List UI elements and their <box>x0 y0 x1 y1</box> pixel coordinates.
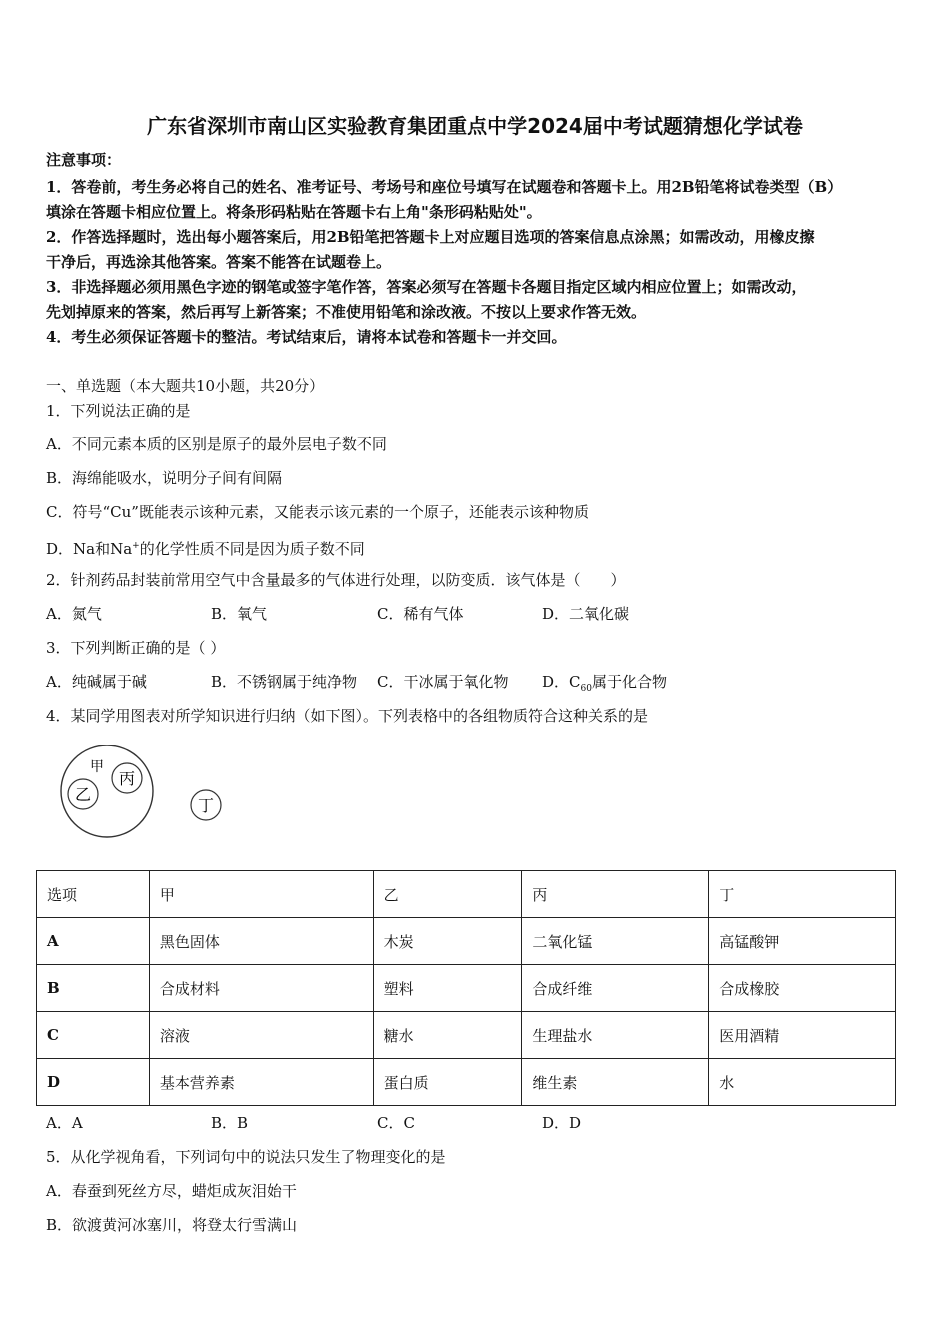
table-cell: 塑料 <box>373 965 522 1012</box>
table-cell: 黑色固体 <box>149 918 373 965</box>
table-cell: 维生素 <box>522 1059 709 1106</box>
section-heading: 一、单选题（本大题共10小题，共20分） <box>46 377 325 395</box>
option-d-prefix: D．Na和Na <box>46 540 133 558</box>
table-row <box>37 965 896 1012</box>
notice-line: 3．非选择题必须用黑色字迹的钢笔或签字笔作答，答案必须写在答题卡各题目指定区域内相应位置上；如需改动， <box>46 278 807 296</box>
question-2-option-b: B．氧气 <box>211 605 268 623</box>
label-jia: 甲 <box>90 759 104 775</box>
label-yi: 乙 <box>74 785 92 804</box>
table-cell: 木炭 <box>373 918 522 965</box>
question-4-option-a: A．A <box>46 1114 83 1132</box>
notice-line: 填涂在答题卡相应位置上。将条形码粘贴在答题卡右上角"条形码粘贴处"。 <box>46 203 542 221</box>
notice-line: 4．考生必须保证答题卡的整洁。考试结束后，请将本试卷和答题卡一并交回。 <box>46 328 567 346</box>
question-5-option-b: B．欲渡黄河冰塞川，将登太行雪满山 <box>46 1216 298 1234</box>
question-2-stem: 2．针剂药品封装前常用空气中含量最多的气体进行处理，以防变质．该气体是（ ） <box>46 571 626 589</box>
table-cell: 高锰酸钾 <box>709 918 896 965</box>
question-1-option-a: A．不同元素本质的区别是原子的最外层电子数不同 <box>46 435 387 453</box>
table-cell: 生理盐水 <box>522 1012 709 1059</box>
table-cell: 医用酒精 <box>709 1012 896 1059</box>
table-cell: 蛋白质 <box>373 1059 522 1106</box>
question-3-stem: 3．下列判断正确的是（ ） <box>46 639 226 657</box>
option-d-prefix: D．C <box>542 673 581 691</box>
table-cell: 合成纤维 <box>522 965 709 1012</box>
question-2-option-d: D．二氧化碳 <box>542 605 630 623</box>
question-4-option-b: B．B <box>211 1114 249 1132</box>
notice-line: 先划掉原来的答案，然后再写上新答案；不准使用铅笔和涂改液。不按以上要求作答无效。 <box>46 303 647 321</box>
table-row <box>37 1012 896 1059</box>
table-header-cell: 选项 <box>37 871 150 918</box>
table-cell: 合成材料 <box>149 965 373 1012</box>
options-table <box>36 870 896 1106</box>
question-3-option-d <box>542 672 667 699</box>
notice-line: 1．答卷前，考生务必将自己的姓名、准考证号、考场号和座位号填写在试题卷和答题卡上。用2B铅笔将试卷类型（B） <box>46 178 843 196</box>
table-header-row <box>37 871 896 918</box>
table-cell: 二氧化锰 <box>522 918 709 965</box>
option-d-suffix: 的化学性质不同是因为质子数不同 <box>139 540 365 558</box>
label-bing: 丙 <box>118 769 136 788</box>
label-ding: 丁 <box>197 796 215 815</box>
table-cell: A <box>37 918 150 965</box>
question-1-stem: 1．下列说法正确的是 <box>46 402 191 420</box>
table-cell: 溶液 <box>149 1012 373 1059</box>
question-5-option-a: A．春蚕到死丝方尽，蜡炬成灰泪始干 <box>46 1182 297 1200</box>
table-row <box>37 1059 896 1106</box>
page-title: 广东省深圳市南山区实验教育集团重点中学2024届中考试题猜想化学试卷 <box>147 114 803 138</box>
question-4-option-c: C．C <box>377 1114 415 1132</box>
question-1-option-d <box>46 536 365 559</box>
question-3-option-b: B．不锈钢属于纯净物 <box>211 673 358 691</box>
subscript-60: 60 <box>580 684 592 694</box>
table-header-cell: 丁 <box>709 871 896 918</box>
table-cell: B <box>37 965 150 1012</box>
question-2-option-c: C．稀有气体 <box>377 605 464 623</box>
notice-heading: 注意事项： <box>46 151 122 169</box>
table-row <box>37 918 896 965</box>
question-1-option-b: B．海绵能吸水，说明分子间有间隔 <box>46 469 283 487</box>
question-2-option-a: A．氮气 <box>46 605 102 623</box>
question-5-stem: 5．从化学视角看，下列词句中的说法只发生了物理变化的是 <box>46 1148 446 1166</box>
question-3-option-a: A．纯碱属于碱 <box>46 673 147 691</box>
table-cell: D <box>37 1059 150 1106</box>
table-header-cell: 甲 <box>149 871 373 918</box>
table-cell: 基本营养素 <box>149 1059 373 1106</box>
question-1-option-c: C．符号“Cu”既能表示该种元素，又能表示该元素的一个原子，还能表示该种物质 <box>46 503 589 521</box>
table-header-cell: 丙 <box>522 871 709 918</box>
question-4-option-d: D．D <box>542 1114 582 1132</box>
notice-line: 2．作答选择题时，选出每小题答案后，用2B铅笔把答题卡上对应题目选项的答案信息点涂黑；如需改动，用橡皮擦 <box>46 228 815 246</box>
question-4-stem: 4．某同学用图表对所学知识进行归纳（如下图）。下列表格中的各组物质符合这种关系的是 <box>46 707 649 725</box>
question-3-option-c: C．干冰属于氧化物 <box>377 673 509 691</box>
option-d-suffix: 属于化合物 <box>591 673 667 691</box>
set-relationship-diagram <box>55 745 245 840</box>
table-cell: 水 <box>709 1059 896 1106</box>
table-cell: 合成橡胶 <box>709 965 896 1012</box>
table-header-cell: 乙 <box>373 871 522 918</box>
table-cell: 糖水 <box>373 1012 522 1059</box>
superscript-plus: + <box>132 541 140 551</box>
table-cell: C <box>37 1012 150 1059</box>
notice-line: 干净后，再选涂其他答案。答案不能答在试题卷上。 <box>46 253 392 271</box>
